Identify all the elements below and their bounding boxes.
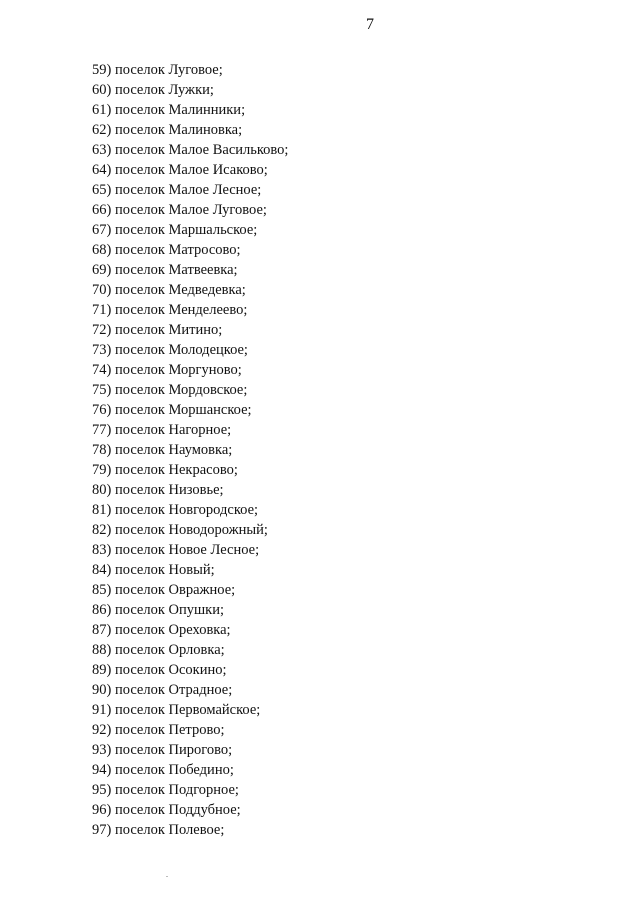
list-item: 67) поселок Маршальское; [92, 222, 258, 238]
settlement-list [92, 60, 288, 840]
list-item: 77) поселок Нагорное; [92, 422, 232, 438]
list-item: 64) поселок Малое Исаково; [92, 162, 268, 178]
list-item: 90) поселок Отрадное; [92, 682, 233, 698]
list-item: 72) поселок Митино; [92, 322, 223, 338]
list-item: 78) поселок Наумовка; [92, 442, 233, 458]
list-item: 81) поселок Новгородское; [92, 502, 259, 518]
list-item: 83) поселок Новое Лесное; [92, 542, 260, 558]
list-item: 65) поселок Малое Лесное; [92, 182, 262, 198]
list-item: 89) поселок Осокино; [92, 662, 227, 678]
list-item: 59) поселок Луговое; [92, 62, 223, 78]
list-item: 97) поселок Полевое; [92, 822, 225, 838]
list-item: 82) поселок Новодорожный; [92, 522, 268, 538]
list-item: 70) поселок Медведевка; [92, 282, 246, 298]
list-item: 66) поселок Малое Луговое; [92, 202, 267, 218]
list-item: 94) поселок Победино; [92, 762, 234, 778]
list-item: 96) поселок Поддубное; [92, 802, 241, 818]
list-item: 92) поселок Петрово; [92, 722, 225, 738]
list-item: 91) поселок Первомайское; [92, 702, 261, 718]
scan-speck [166, 876, 168, 877]
list-item: 60) поселок Лужки; [92, 82, 214, 98]
list-item: 80) поселок Низовье; [92, 482, 224, 498]
list-item: 93) поселок Пирогово; [92, 742, 233, 758]
list-item: 74) поселок Моргуново; [92, 362, 242, 378]
list-item: 75) поселок Мордовское; [92, 382, 248, 398]
list-item: 95) поселок Подгорное; [92, 782, 239, 798]
list-item: 62) поселок Малиновка; [92, 122, 243, 138]
list-item: 63) поселок Малое Васильково; [92, 142, 289, 158]
list-item: 76) поселок Моршанское; [92, 402, 252, 418]
list-item: 85) поселок Овражное; [92, 582, 236, 598]
page-number: 7 [366, 16, 374, 33]
list-item: 61) поселок Малинники; [92, 102, 246, 118]
list-item: 69) поселок Матвеевка; [92, 262, 238, 278]
list-item: 71) поселок Менделеево; [92, 302, 248, 318]
list-item: 86) поселок Опушки; [92, 602, 225, 618]
list-item: 87) поселок Ореховка; [92, 622, 231, 638]
list-item: 68) поселок Матросово; [92, 242, 241, 258]
list-item: 79) поселок Некрасово; [92, 462, 238, 478]
list-item: 84) поселок Новый; [92, 562, 215, 578]
list-item: 73) поселок Молодецкое; [92, 342, 248, 358]
list-item: 88) поселок Орловка; [92, 642, 225, 658]
